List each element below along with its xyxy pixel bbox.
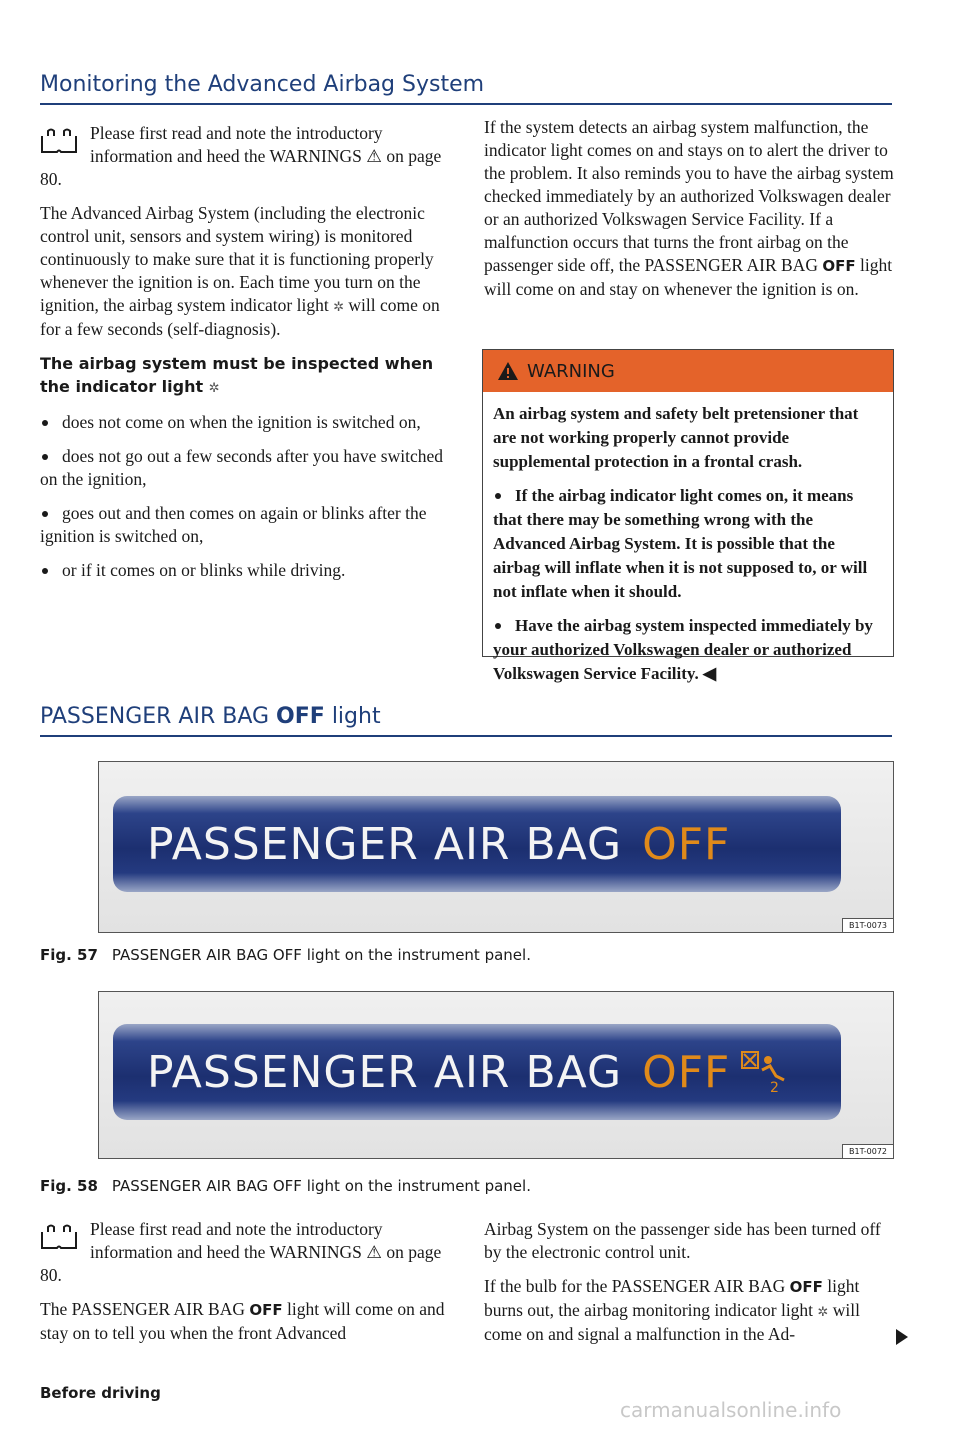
airbag-indicator-icon: ✲ (333, 299, 344, 314)
light-text-tail: light will come on and stay on to tell you when the front Advanced (40, 1299, 445, 1343)
warning-text: An airbag system and safety belt pretensioner that are not working properly cannot provide supplemental protection in a frontal crash. (493, 404, 859, 471)
bulb-text-tail: will come on and signal a malfunction in the Ad- (484, 1300, 860, 1344)
list-item (493, 484, 883, 604)
end-marker-icon: ◀ (702, 664, 717, 683)
off-label: OFF (822, 257, 856, 275)
figure-57 (98, 761, 894, 933)
list-item-text: goes out and then comes on again or blinks after the ignition is switched on, (40, 503, 427, 546)
section-title-text: PASSENGER AIR BAG (40, 704, 270, 729)
off-label: OFF (789, 1278, 823, 1296)
instrument-panel-display (113, 1024, 841, 1120)
page-footer: Before driving (40, 1384, 161, 1402)
malfunction-paragraph (484, 116, 894, 301)
title-rule (40, 735, 892, 737)
figure-caption (40, 1177, 531, 1195)
section-title-text-tail: light (331, 704, 381, 729)
figure-caption (40, 946, 531, 964)
panel-text: PASSENGER AIR BAG (147, 1046, 623, 1098)
passenger-side-paragraph: Airbag System on the passenger side has been turned off by the electronic control unit. (484, 1219, 881, 1262)
inspection-subhead (40, 352, 452, 400)
passenger-airbag-off-icon (740, 1050, 786, 1094)
list-item-text: If the airbag indicator light comes on, it means that there may be something wrong with the Advanced Airbag System. It is possible that the airbag will inflate when it is not supposed to, or will not inflate when it should. (493, 486, 868, 601)
svg-text:2: 2 (770, 1080, 781, 1094)
airbag-indicator-icon: ✲ (208, 381, 220, 396)
bulb-paragraph (484, 1275, 888, 1346)
panel-off-text: OFF (642, 818, 731, 870)
malfunction-text-tail: light will come on and stay on whenever the ignition is on. (484, 255, 893, 299)
book-icon (40, 1224, 78, 1250)
list-item-text: does not go out a few seconds after you have switched on the ignition, (40, 446, 444, 489)
bulb-text: If the bulb for the PASSENGER AIR BAG (484, 1276, 786, 1296)
light-paragraph (40, 1298, 452, 1345)
caption-text: PASSENGER AIR BAG OFF light on the instrument panel. (111, 1177, 531, 1195)
list-item (40, 411, 452, 434)
list-item (493, 614, 883, 686)
panel-text: PASSENGER AIR BAG (147, 818, 623, 870)
section-title-passenger-airbag (40, 704, 381, 729)
list-item-text: or if it comes on or blinks while driving. (62, 560, 346, 580)
warning-heading: WARNING (527, 360, 615, 382)
warning-body (483, 392, 893, 686)
warning-triangle-icon: ⚠ (366, 146, 382, 166)
figure-id: B1T-0072 (842, 1144, 893, 1158)
inspection-subhead-text: The airbag system must be inspected when the indicator light (40, 354, 434, 396)
right-column-1 (484, 116, 894, 312)
warning-header (483, 350, 893, 392)
monitoring-text: The Advanced Airbag System (including the electronic control unit, sensors and system wiring) is monitored continuously to make sure that it is functioning properly whenever the ignition is on. Each time you turn on the ignition, the airbag system indicator light (40, 203, 434, 315)
intro-page-ref: on page 80. (40, 146, 442, 189)
warning-triangle-icon (497, 361, 519, 381)
light-text: The PASSENGER AIR BAG (40, 1299, 246, 1319)
left-column-2 (40, 1218, 452, 1356)
book-icon (40, 128, 78, 154)
instrument-panel-display (113, 796, 841, 892)
figure-58 (98, 991, 894, 1159)
warning-box (482, 349, 894, 683)
intro-paragraph (40, 1218, 452, 1287)
monitoring-text-tail: will come on for a few seconds (self-diagnosis). (40, 295, 440, 339)
warning-triangle-icon: ⚠ (366, 1242, 382, 1262)
list-item-text: does not come on when the ignition is switched on, (62, 412, 421, 432)
intro-page-ref: on page 80. (40, 1242, 442, 1285)
panel-off-text: OFF (642, 1046, 731, 1098)
figure-id: B1T-0073 (842, 918, 893, 932)
off-label: OFF (276, 704, 325, 729)
list-item-text: Have the airbag system inspected immediately by your authorized Volkswagen dealer or authorized Volkswagen Service Facility. (493, 616, 873, 683)
malfunction-text: If the system detects an airbag system malfunction, the indicator light comes on and stays on to alert the driver to the problem. It also reminds you to have the airbag system checked immediately by an authorized Volkswagen dealer or an authorized Volkswagen Service Facility. If a malfunction occurs that turns the front airbag on the passenger side off, the PASSENGER AIR BAG (484, 117, 894, 275)
intro-text: Please first read and note the introductory information and heed the WARNINGS (90, 1219, 383, 1262)
monitoring-paragraph (40, 202, 452, 341)
list-item (40, 559, 452, 582)
left-column-1 (40, 122, 452, 593)
off-label: OFF (249, 1301, 283, 1319)
figure-number: Fig. 58 (40, 1177, 98, 1195)
airbag-indicator-icon: ✲ (817, 1304, 829, 1319)
title-rule (40, 103, 892, 105)
caption-text: PASSENGER AIR BAG OFF light on the instrument panel. (111, 946, 531, 964)
watermark: carmanualsonline.info (620, 1398, 842, 1422)
right-column-2 (484, 1218, 888, 1357)
continue-arrow-icon (896, 1329, 908, 1345)
intro-text: Please first read and note the introductory information and heed the WARNINGS (90, 123, 383, 166)
bulb-text-mid: light burns out, the airbag monitoring indicator light (484, 1276, 860, 1320)
figure-number: Fig. 57 (40, 946, 98, 964)
intro-paragraph (40, 122, 452, 191)
section-title-monitoring: Monitoring the Advanced Airbag System (40, 72, 485, 97)
list-item (40, 502, 452, 548)
list-item (40, 445, 452, 491)
